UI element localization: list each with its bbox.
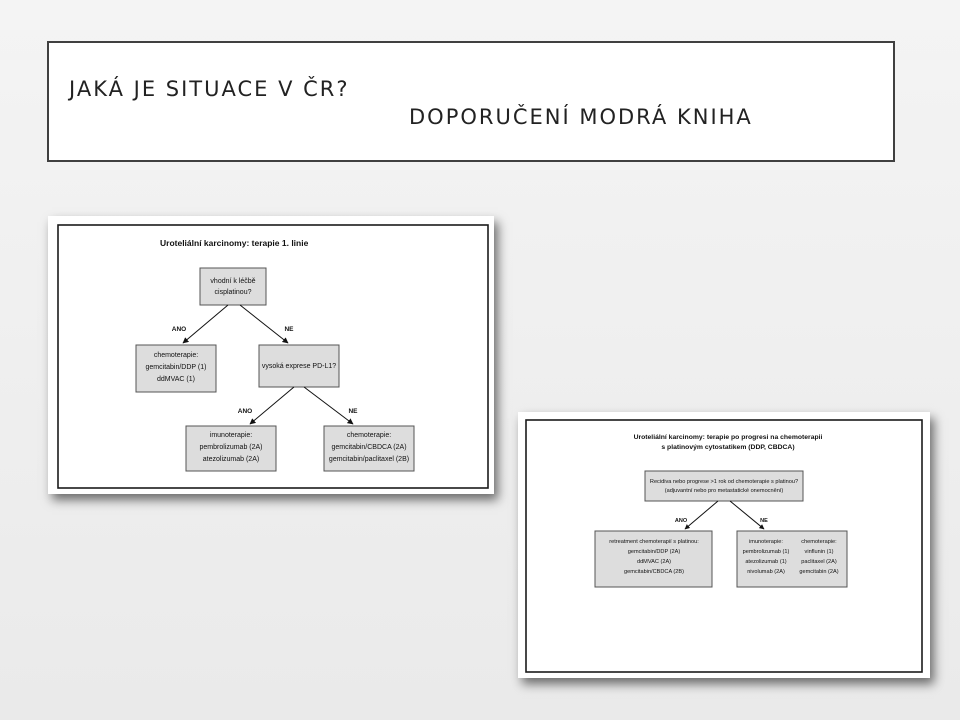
- label-ano-2: ANO: [237, 408, 253, 415]
- node-platinum-retreatment-line4: gemcitabin/CBDCA (2B): [624, 569, 684, 575]
- label-ne-2: NE: [348, 408, 358, 415]
- title-box: [47, 41, 895, 162]
- slide-title: JAKÁ JE SITUACE V ČR?: [69, 77, 350, 101]
- node-chemo-first-line1: chemoterapie:: [153, 352, 199, 359]
- node-platinum-retreatment-line1: retreatment chemoterapií s platinou:: [609, 539, 699, 545]
- node-pdl1-question-line1: vysoká exprese PD-L1?: [261, 363, 337, 370]
- diagram-first-line-svg: [48, 216, 494, 494]
- node-chemo-first-line2: gemcitabin/DDP (1): [145, 364, 207, 371]
- node-immunotherapy2-line4: nivolumab (2A): [747, 569, 785, 575]
- diagram-title: Uroteliální karcinomy: terapie 1. linie: [160, 238, 309, 248]
- diagram-after-progression: [518, 412, 930, 678]
- slide-subtitle: DOPORUČENÍ MODRÁ KNIHA: [409, 105, 753, 129]
- node-chemotherapy2-line1: chemoterapie:: [801, 539, 837, 545]
- node-immunotherapy-line2: pembrolizumab (2A): [199, 444, 263, 451]
- node-chemotherapy2-line3: paclitaxel (2A): [801, 559, 837, 565]
- node-cisplatin-question: [200, 268, 266, 305]
- label2-ne: NE: [760, 518, 768, 524]
- node-recurrence-question-line1: Recidiva nebo progrese >1 rok od chemoterapie s platinou?: [649, 479, 799, 485]
- node-platinum-retreatment-line2: gemcitabin/DDP (2A): [627, 549, 681, 555]
- node-recurrence-question-line2: (adjuvantní nebo pro metastatické onemocnění): [664, 488, 784, 494]
- label-ne-1: NE: [284, 326, 294, 333]
- node-immunotherapy-line3: atezolizumab (2A): [202, 456, 260, 463]
- node-recurrence-question: [645, 471, 803, 501]
- node-chemo-second-line3: gemcitabin/paclitaxel (2B): [328, 456, 410, 463]
- node-immunotherapy2-line1: imunoterapie:: [749, 539, 783, 545]
- node-immunotherapy-line1: imunoterapie:: [209, 432, 253, 439]
- node-cisplatin-question-line2: cisplatinou?: [214, 289, 252, 296]
- diagram2-frame: [526, 420, 922, 672]
- node-cisplatin-question-line1: vhodní k léčbě: [210, 278, 256, 285]
- node-chemo-first-line3: ddMVAC (1): [157, 376, 195, 383]
- diagram2-title-line2: s platinovým cytostatikem (DDP, CBDCA): [661, 444, 795, 451]
- node-platinum-retreatment-line3: ddMVAC (2A): [636, 559, 672, 565]
- node-chemotherapy2-line2: vinflunin (1): [804, 549, 834, 555]
- node-chemo-second-line2: gemcitabin/CBDCA (2A): [331, 444, 407, 451]
- node-chemotherapy2-line4: gemcitabin (2A): [799, 569, 839, 575]
- node-immunotherapy2-line2: pembrolizumab (1): [742, 549, 790, 555]
- label-ano-1: ANO: [171, 326, 187, 333]
- label2-ano: ANO: [674, 518, 688, 524]
- node-immunotherapy2-line3: atezolizumab (1): [745, 559, 787, 565]
- diagram-after-progression-svg: [518, 412, 930, 678]
- diagram-first-line: [48, 216, 494, 494]
- diagram2-title-line1: Uroteliální karcinomy: terapie po progresi na chemoterapii: [633, 434, 823, 441]
- node-chemo-second-line1: chemoterapie:: [346, 432, 392, 439]
